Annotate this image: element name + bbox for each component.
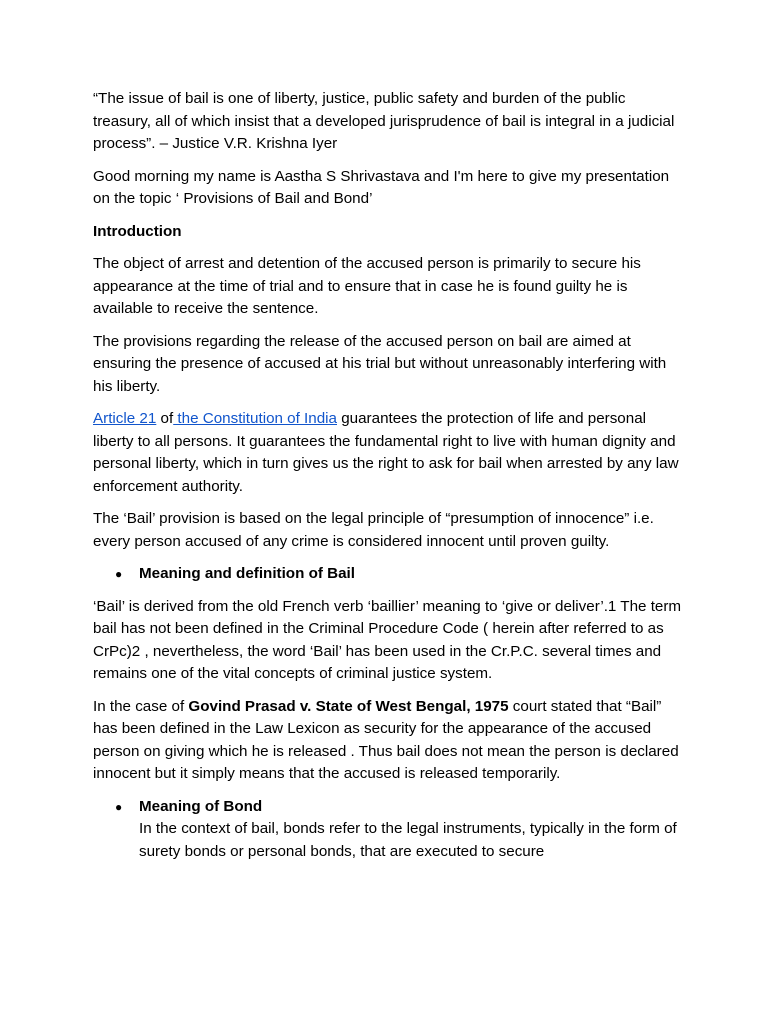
article-21-text-rest: guarantees the protection of life and personal liberty to all persons. It guarantees the fundamental right to live with human dignity and personal liberty, which in turn gives us the right to ask for bail when arrested by any law enforcement authority. bbox=[93, 410, 679, 495]
document-page bbox=[93, 88, 683, 873]
bail-derivation-paragraph: ‘Bail’ is derived from the old French verb ‘baillier’ meaning to ‘give or deliver’.1 The term bail has not been defined in the Criminal Procedure Code ( herein after referred to as CrPc)2 , nevertheless, the word ‘Bail’ has been used in the Cr.P.C. several times and remains one of the vital concepts of criminal justice system. bbox=[93, 597, 682, 682]
govind-prasad-paragraph bbox=[93, 696, 683, 786]
bullet-icon: ● bbox=[115, 567, 123, 581]
bullet-icon: ● bbox=[115, 799, 123, 814]
greeting-paragraph: Good morning my name is Aastha S Shrivastava and I'm here to give my presentation on the topic ‘ Provisions of Bail and Bond’ bbox=[93, 167, 670, 207]
article-21-paragraph bbox=[93, 408, 683, 498]
meaning-of-bond-body: In the context of bail, bonds refer to the legal instruments, typically in the form of surety bonds or personal bonds, that are executed to secure bbox=[139, 820, 677, 860]
article-21-text-of: of bbox=[156, 410, 174, 427]
arrest-object-paragraph: The object of arrest and detention of the accused person is primarily to secure his appearance at the time of trial and to ensure that in case he is found guilty he is available to receive the sentence. bbox=[93, 255, 641, 317]
govind-rest: court stated that “Bail” has been defined in the Law Lexicon as security for the appearance of the accused person on giving which he is released . Thus bail does not mean the person is declared innocent but it simply means that the accused is released temporarily. bbox=[93, 697, 679, 782]
meaning-of-bond-heading: Meaning of Bond bbox=[139, 797, 263, 815]
article-21-link[interactable]: Article 21 bbox=[93, 410, 157, 427]
case-citation: Govind Prasad v. State of West Bengal, 1975 bbox=[188, 697, 509, 715]
bail-provisions-paragraph: The provisions regarding the release of the accused person on bail are aimed at ensuring the presence of accused at his trial but without unreasonably interfering with his liberty. bbox=[93, 332, 667, 395]
govind-prefix: In the case of bbox=[93, 697, 189, 715]
introduction-heading: Introduction bbox=[93, 222, 182, 240]
bullet-meaning-of-bond bbox=[93, 796, 683, 864]
constitution-of-india-link[interactable]: the Constitution of India bbox=[173, 410, 337, 427]
bullet-meaning-of-bail bbox=[93, 563, 683, 586]
opening-quote: “The issue of bail is one of liberty, justice, public safety and burden of the public treasury, all of which insist that a developed jurisprudence of bail is integral in a judicial process”. – Justice V.R. Krishna Iyer bbox=[93, 90, 675, 152]
presumption-paragraph: The ‘Bail’ provision is based on the legal principle of “presumption of innocence” i.e. every person accused of any crime is considered innocent until proven guilty. bbox=[93, 510, 654, 550]
meaning-of-bail-heading: Meaning and definition of Bail bbox=[139, 565, 355, 582]
